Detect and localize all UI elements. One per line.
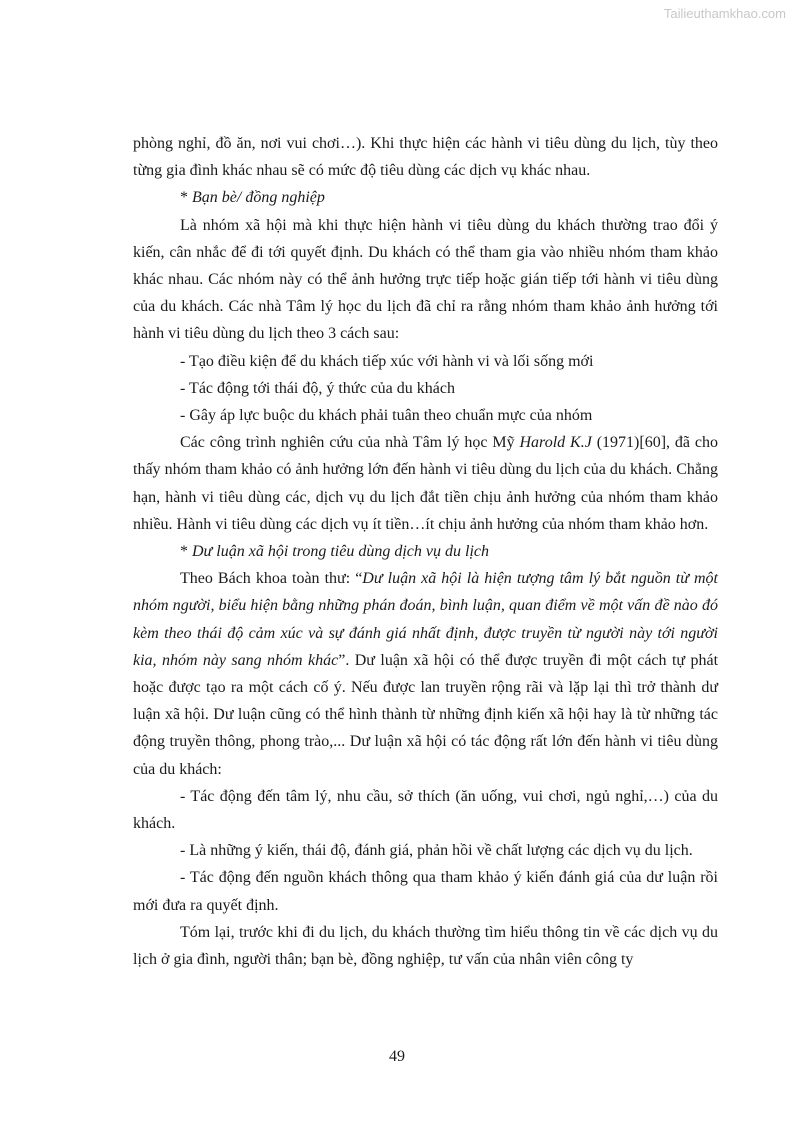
italic-text: Harold K.J xyxy=(519,434,592,452)
document-body xyxy=(133,130,718,973)
paragraph xyxy=(133,864,718,918)
paragraph xyxy=(133,212,718,348)
page-number: 49 xyxy=(389,1048,405,1065)
text-run: ”. Dư luận xã hội có thể được truyền đi một cách tự phát hoặc được tạo ra một cách cố ý. Nếu được lan truyền rộng rãi và lặp lại thì trở thành dư luận xã hội. Dư luận cũng có thể hình thành từ những định kiến xã hội hay là từ những tác động truyền thông, phong trào,... Dư luận xã hội có tác động rất lớn đến hành vi tiêu dùng của du khách: xyxy=(133,651,719,778)
text-run: (1971)[60], đã cho thấy nhóm tham khảo có ảnh hưởng lớn đến hành vi tiêu dùng du lịch của du khách. Chẳng hạn, hành vi tiêu dùng các, dịch vụ du lịch đắt tiền chịu ảnh hưởng của nhóm tham khảo nhiều. Hành vi tiêu dùng các dịch vụ ít tiền…ít chịu ảnh hưởng của nhóm tham khảo hơn. xyxy=(133,434,719,533)
text-run: - Tác động tới thái độ, ý thức của du khách xyxy=(180,379,455,397)
text-run: phòng nghỉ, đồ ăn, nơi vui chơi…). Khi thực hiện các hành vi tiêu dùng du lịch, tùy theo từng gia đình khác nhau sẽ có mức độ tiêu dùng các dịch vụ khác nhau. xyxy=(133,135,718,180)
text-run: - Gây áp lực buộc du khách phải tuân theo chuẩn mực của nhóm xyxy=(180,407,593,425)
paragraph xyxy=(133,429,718,538)
paragraph xyxy=(133,919,718,973)
paragraph xyxy=(133,130,718,184)
paragraph xyxy=(133,837,718,864)
watermark: Tailieuthamkhao.com xyxy=(663,6,786,21)
text-run: - Tạo điều kiện để du khách tiếp xúc với hành vi và lối sống mới xyxy=(180,352,594,370)
text-run: Các công trình nghiên cứu của nhà Tâm lý học Mỹ xyxy=(180,434,520,452)
paragraph xyxy=(133,402,718,429)
italic-text: Dư luận xã hội là hiện tượng tâm lý bắt nguồn từ một nhóm người, biểu hiện bằng những phán đoán, bình luận, quan điểm về một vấn đề nào đó kèm theo thái độ cảm xúc và sự đánh giá nhất định, được truyền từ người này tới người kia, nhóm này sang nhóm khác xyxy=(133,570,718,669)
text-run: Tóm lại, trước khi đi du lịch, du khách thường tìm hiểu thông tin về các dịch vụ du lịch ở gia đình, người thân; bạn bè, đồng nghiệp, tư vấn của nhân viên công ty xyxy=(133,923,718,969)
text-run: - Tác động đến tâm lý, nhu cầu, sở thích (ăn uống, vui chơi, ngủ nghỉ,…) của du khách. xyxy=(133,787,718,833)
italic-text: Dư luận xã hội trong tiêu dùng dịch vụ du lịch xyxy=(192,543,489,561)
paragraph xyxy=(133,783,718,837)
paragraph xyxy=(133,348,718,375)
text-run: Là nhóm xã hội mà khi thực hiện hành vi tiêu dùng du khách thường trao đổi ý kiến, cân nhắc để đi tới quyết định. Du khách có thể tham gia vào nhiều nhóm tham khảo khác nhau. Các nhóm này có thể ảnh hưởng trực tiếp hoặc gián tiếp tới hành vi tiêu dùng của du khách. Các nhà Tâm lý học du lịch đã chỉ ra rằng nhóm tham khảo ảnh hưởng tới hành vi tiêu dùng du lịch theo 3 cách sau: xyxy=(133,216,718,343)
paragraph xyxy=(133,538,718,565)
paragraph xyxy=(133,375,718,402)
text-run: * xyxy=(180,543,192,561)
text-run: Theo Bách khoa toàn thư: “ xyxy=(180,570,363,588)
italic-text: Bạn bè/ đồng nghiệp xyxy=(192,189,325,207)
text-run: - Là những ý kiến, thái độ, đánh giá, phản hồi về chất lượng các dịch vụ du lịch. xyxy=(180,842,693,860)
text-run: - Tác động đến nguồn khách thông qua tham khảo ý kiến đánh giá của dư luận rồi mới đưa ra quyết định. xyxy=(133,869,718,914)
paragraph xyxy=(133,565,718,783)
text-run: * xyxy=(180,189,192,207)
paragraph xyxy=(133,184,718,211)
